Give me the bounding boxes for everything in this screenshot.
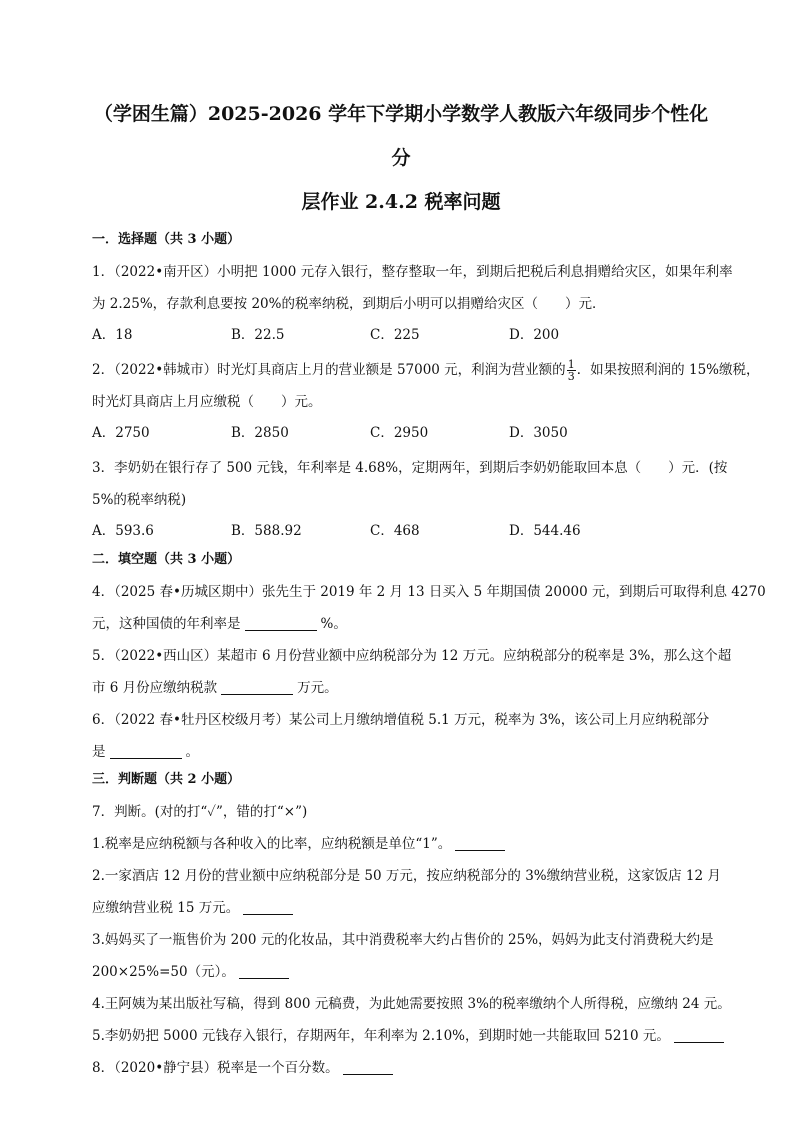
question-4-line-2 <box>92 608 710 640</box>
option-c[interactable]: C．225 <box>370 327 420 343</box>
statement-2-line-2 <box>92 892 710 924</box>
question-2 <box>92 354 760 418</box>
question-7 <box>92 796 710 828</box>
question-1 <box>92 256 733 320</box>
statement-3-line-2 <box>92 956 710 988</box>
option-c[interactable]: C．468 <box>370 523 420 539</box>
section-heading-judge: 三．判断题（共 2 小题） <box>92 772 241 787</box>
option-a[interactable]: A．2750 <box>92 425 150 441</box>
question-2-line-1 <box>92 354 760 386</box>
title-line-1: （学困生篇）2025-2026 学年下学期小学数学人教版六年级同步个性化分 <box>93 103 709 169</box>
option-c[interactable]: C．2950 <box>370 425 429 441</box>
statement-5-text: 5.李奶奶把 5000 元钱存入银行，存期两年，年利率为 2.10%，到期时她一共能取回 5210 元。 <box>92 1028 670 1044</box>
answer-blank[interactable] <box>110 742 182 759</box>
answer-blank[interactable] <box>221 678 293 695</box>
statement-2-text: 应缴纳营业税 15 万元。 <box>92 900 240 916</box>
question-3-options <box>92 516 710 546</box>
question-4-line-1: 4．（2025 春•历城区期中）张先生于 2019 年 2 月 13 日买入 5 年期国债 20000 元，到期后可取得利息 4270 <box>92 584 766 600</box>
question-3-line-2: 5%的税率纳税) <box>92 492 187 508</box>
question-1-line-1: 1．（2022•南开区）小明把 1000 元存入银行，整存整取一年，到期后把税后利息捐赠给灾区，如果年利率 <box>92 264 733 280</box>
option-a[interactable]: A．18 <box>92 327 133 343</box>
question-4 <box>92 576 766 640</box>
question-6-text-a: 是 <box>92 744 106 760</box>
question-5-text-a: 市 6 月份应缴纳税款 <box>92 680 218 696</box>
question-6-line-1: 6．（2022 春•牡丹区校级月考）某公司上月缴纳增值税 5.1 万元，税率为 3%，该公司上月应纳税部分 <box>92 712 710 728</box>
statement-1-text: 1.税率是应纳税额与各种收入的比率，应纳税额是单位“1”。 <box>92 836 452 852</box>
question-5 <box>92 640 732 704</box>
worksheet-title <box>92 92 710 224</box>
question-5-text-b: 万元。 <box>297 680 338 696</box>
answer-blank[interactable] <box>455 834 505 851</box>
question-6 <box>92 704 710 768</box>
question-5-line-2 <box>92 672 710 704</box>
option-a[interactable]: A．593.6 <box>92 523 154 539</box>
question-2-text-b: ．如果按照利润的 15%缴税， <box>576 362 760 378</box>
question-2-line-2: 时光灯具商店上月应缴税（ ）元。 <box>92 394 322 410</box>
answer-blank[interactable] <box>674 1026 724 1043</box>
fraction-one-third <box>567 359 576 382</box>
question-6-text-b: 。 <box>185 744 199 760</box>
question-3-line-1: 3．李奶奶在银行存了 500 元钱，年利率是 4.68%，定期两年，到期后李奶奶能取回本息（ ）元．(按 <box>92 460 728 476</box>
fraction-denominator: 3 <box>567 370 575 383</box>
question-5-line-1: 5．（2022•西山区）某超市 6 月份营业额中应纳税部分为 12 万元。应纳税部分的税率是 3%，那么这个超 <box>92 648 732 664</box>
question-7-statements <box>92 828 731 1052</box>
statement-4: 4.王阿姨为某出版社写稿，得到 800 元稿费，为此她需要按照 3%的税率缴纳个人所得税，应缴纳 24 元。 <box>92 996 731 1012</box>
statement-5 <box>92 1020 710 1052</box>
question-2-options <box>92 418 710 448</box>
question-8-text: 8．（2020•静宁县）税率是一个百分数。 <box>92 1060 339 1076</box>
option-b[interactable]: B．22.5 <box>231 327 285 343</box>
option-d[interactable]: D．3050 <box>509 425 568 441</box>
question-4-text-b: %。 <box>320 616 347 632</box>
answer-blank[interactable] <box>343 1058 393 1075</box>
answer-blank[interactable] <box>243 898 293 915</box>
question-2-text-a: 2．（2022•韩城市）时光灯具商店上月的营业额是 57000 元，利润为营业额的 <box>92 362 566 378</box>
option-b[interactable]: B．2850 <box>231 425 289 441</box>
option-b[interactable]: B．588.92 <box>231 523 302 539</box>
statement-3-line-1: 3.妈妈买了一瓶售价为 200 元的化妆品，其中消费税率大约占售价的 25%，妈妈为此支付消费税大约是 <box>92 932 714 948</box>
statement-2-line-1: 2.一家酒店 12 月份的营业额中应纳税部分是 50 万元，按应纳税部分的 3%缴纳营业税，这家饭店 12 月 <box>92 868 721 884</box>
question-8-line <box>92 1052 710 1084</box>
question-1-options <box>92 320 710 350</box>
title-line-2: 层作业 2.4.2 税率问题 <box>301 191 501 213</box>
statement-1 <box>92 828 710 860</box>
section-heading-choice: 一．选择题（共 3 小题） <box>92 232 241 247</box>
question-3 <box>92 452 728 516</box>
option-d[interactable]: D．200 <box>509 327 560 343</box>
answer-blank[interactable] <box>245 614 317 631</box>
statement-3-text: 200×25%=50（元）。 <box>92 964 235 980</box>
question-6-line-2 <box>92 736 710 768</box>
option-d[interactable]: D．544.46 <box>509 523 581 539</box>
fraction-numerator: 1 <box>567 358 575 371</box>
question-4-text-a: 元，这种国债的年利率是 <box>92 616 241 632</box>
section-heading-fill: 二．填空题（共 3 小题） <box>92 552 241 567</box>
question-7-intro: 7．判断。(对的打“✓”，错的打“×”) <box>92 804 308 820</box>
question-8 <box>92 1052 710 1084</box>
question-1-line-2: 为 2.25%，存款利息要按 20%的税率纳税，到期后小明可以捐赠给灾区（ ）元． <box>92 296 606 312</box>
answer-blank[interactable] <box>239 962 289 979</box>
